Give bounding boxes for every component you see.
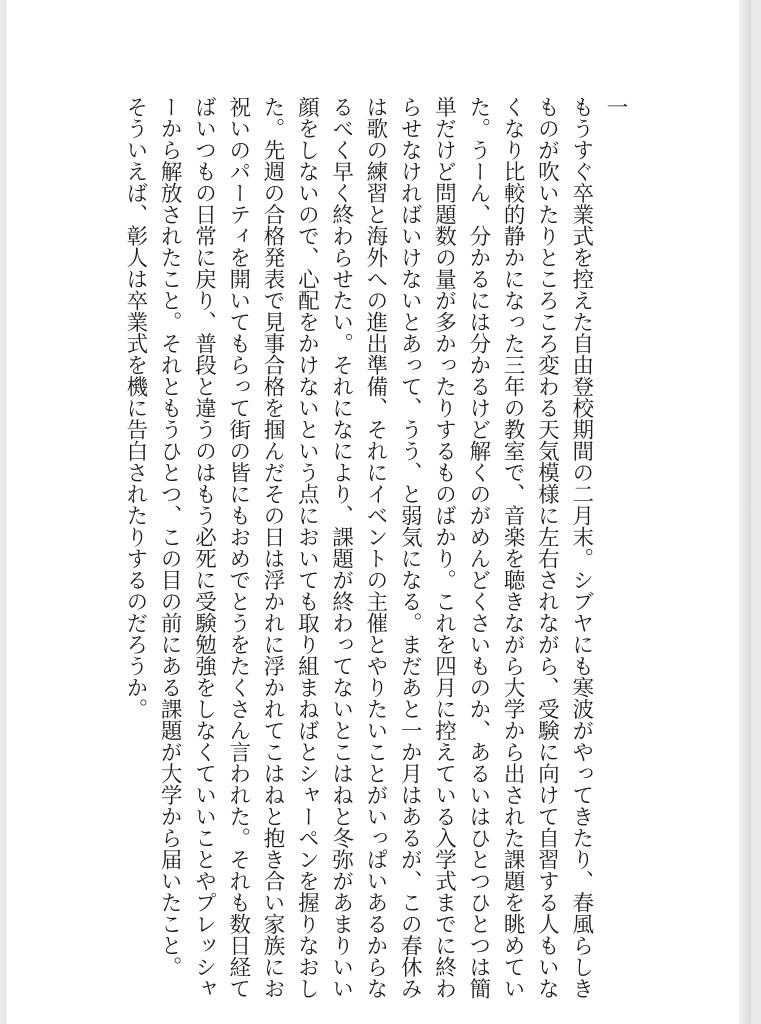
text-line: は歌の練習と海外への進出準備、それにイベントの主催とやりたいことがいっぱいあるからな <box>362 96 388 999</box>
text-line: そういえば、彰人は卒業式を機に告白されたりするのだろうか。 <box>122 96 148 720</box>
text-line: 祝いのパーティを開いてもらって街の皆にもおめでとうをたくさん言われた。それも数日経て <box>225 96 251 999</box>
text-line: ばいつもの日常に戻り、普段と違うのはもう必死に受験勉強をしなくていいことやプレッシャ <box>191 96 217 999</box>
chapter-number: 一 <box>603 96 628 118</box>
text-line: た。うーん、分かるには分かるけど解くのがめんどくさいものか、あるいはひとつひとつは簡 <box>465 96 491 999</box>
text-line: ものが吹いたりところころ変わる天気模様に左右されながら、受験に向けて自習する人もいな <box>534 96 560 999</box>
text-line: もうすぐ卒業式を控えた自由登校期間の二月末。シブヤにも寒波がやってきたり、春風らしき <box>568 96 594 999</box>
text-line: た。先週の合格発表で見事合格を掴んだその日は浮かれに浮かれてこはねと抱き合い家族にお <box>260 96 286 999</box>
text-line: 顔をしないので、心配をかけないという点においても取り組まねばとシャーペンを握りなおし <box>294 96 320 999</box>
book-page <box>6 0 750 1024</box>
page-spine-edge <box>739 0 750 1024</box>
text-line: るべく早く終わらせたい。それになにより、課題が終わってないとこはねと冬弥があまりいい <box>328 96 354 999</box>
text-line: 単だけど問題数の量が多かったりするものばかり。これを四月に控えている入学式までに終わ <box>431 96 457 999</box>
text-line: らせなければいけないとあって、うう、と弱気になる。まだあと一か月はあるが、この春休み <box>397 96 423 999</box>
text-line: くなり比較的静かになった三年の教室で、音楽を聴きながら大学から出された課題を眺めてい <box>500 96 526 999</box>
vertical-text-body <box>118 96 632 999</box>
text-line: ーから解放されたこと。それともうひとつ、この目の前にある課題が大学から届いたこと。 <box>157 96 183 978</box>
